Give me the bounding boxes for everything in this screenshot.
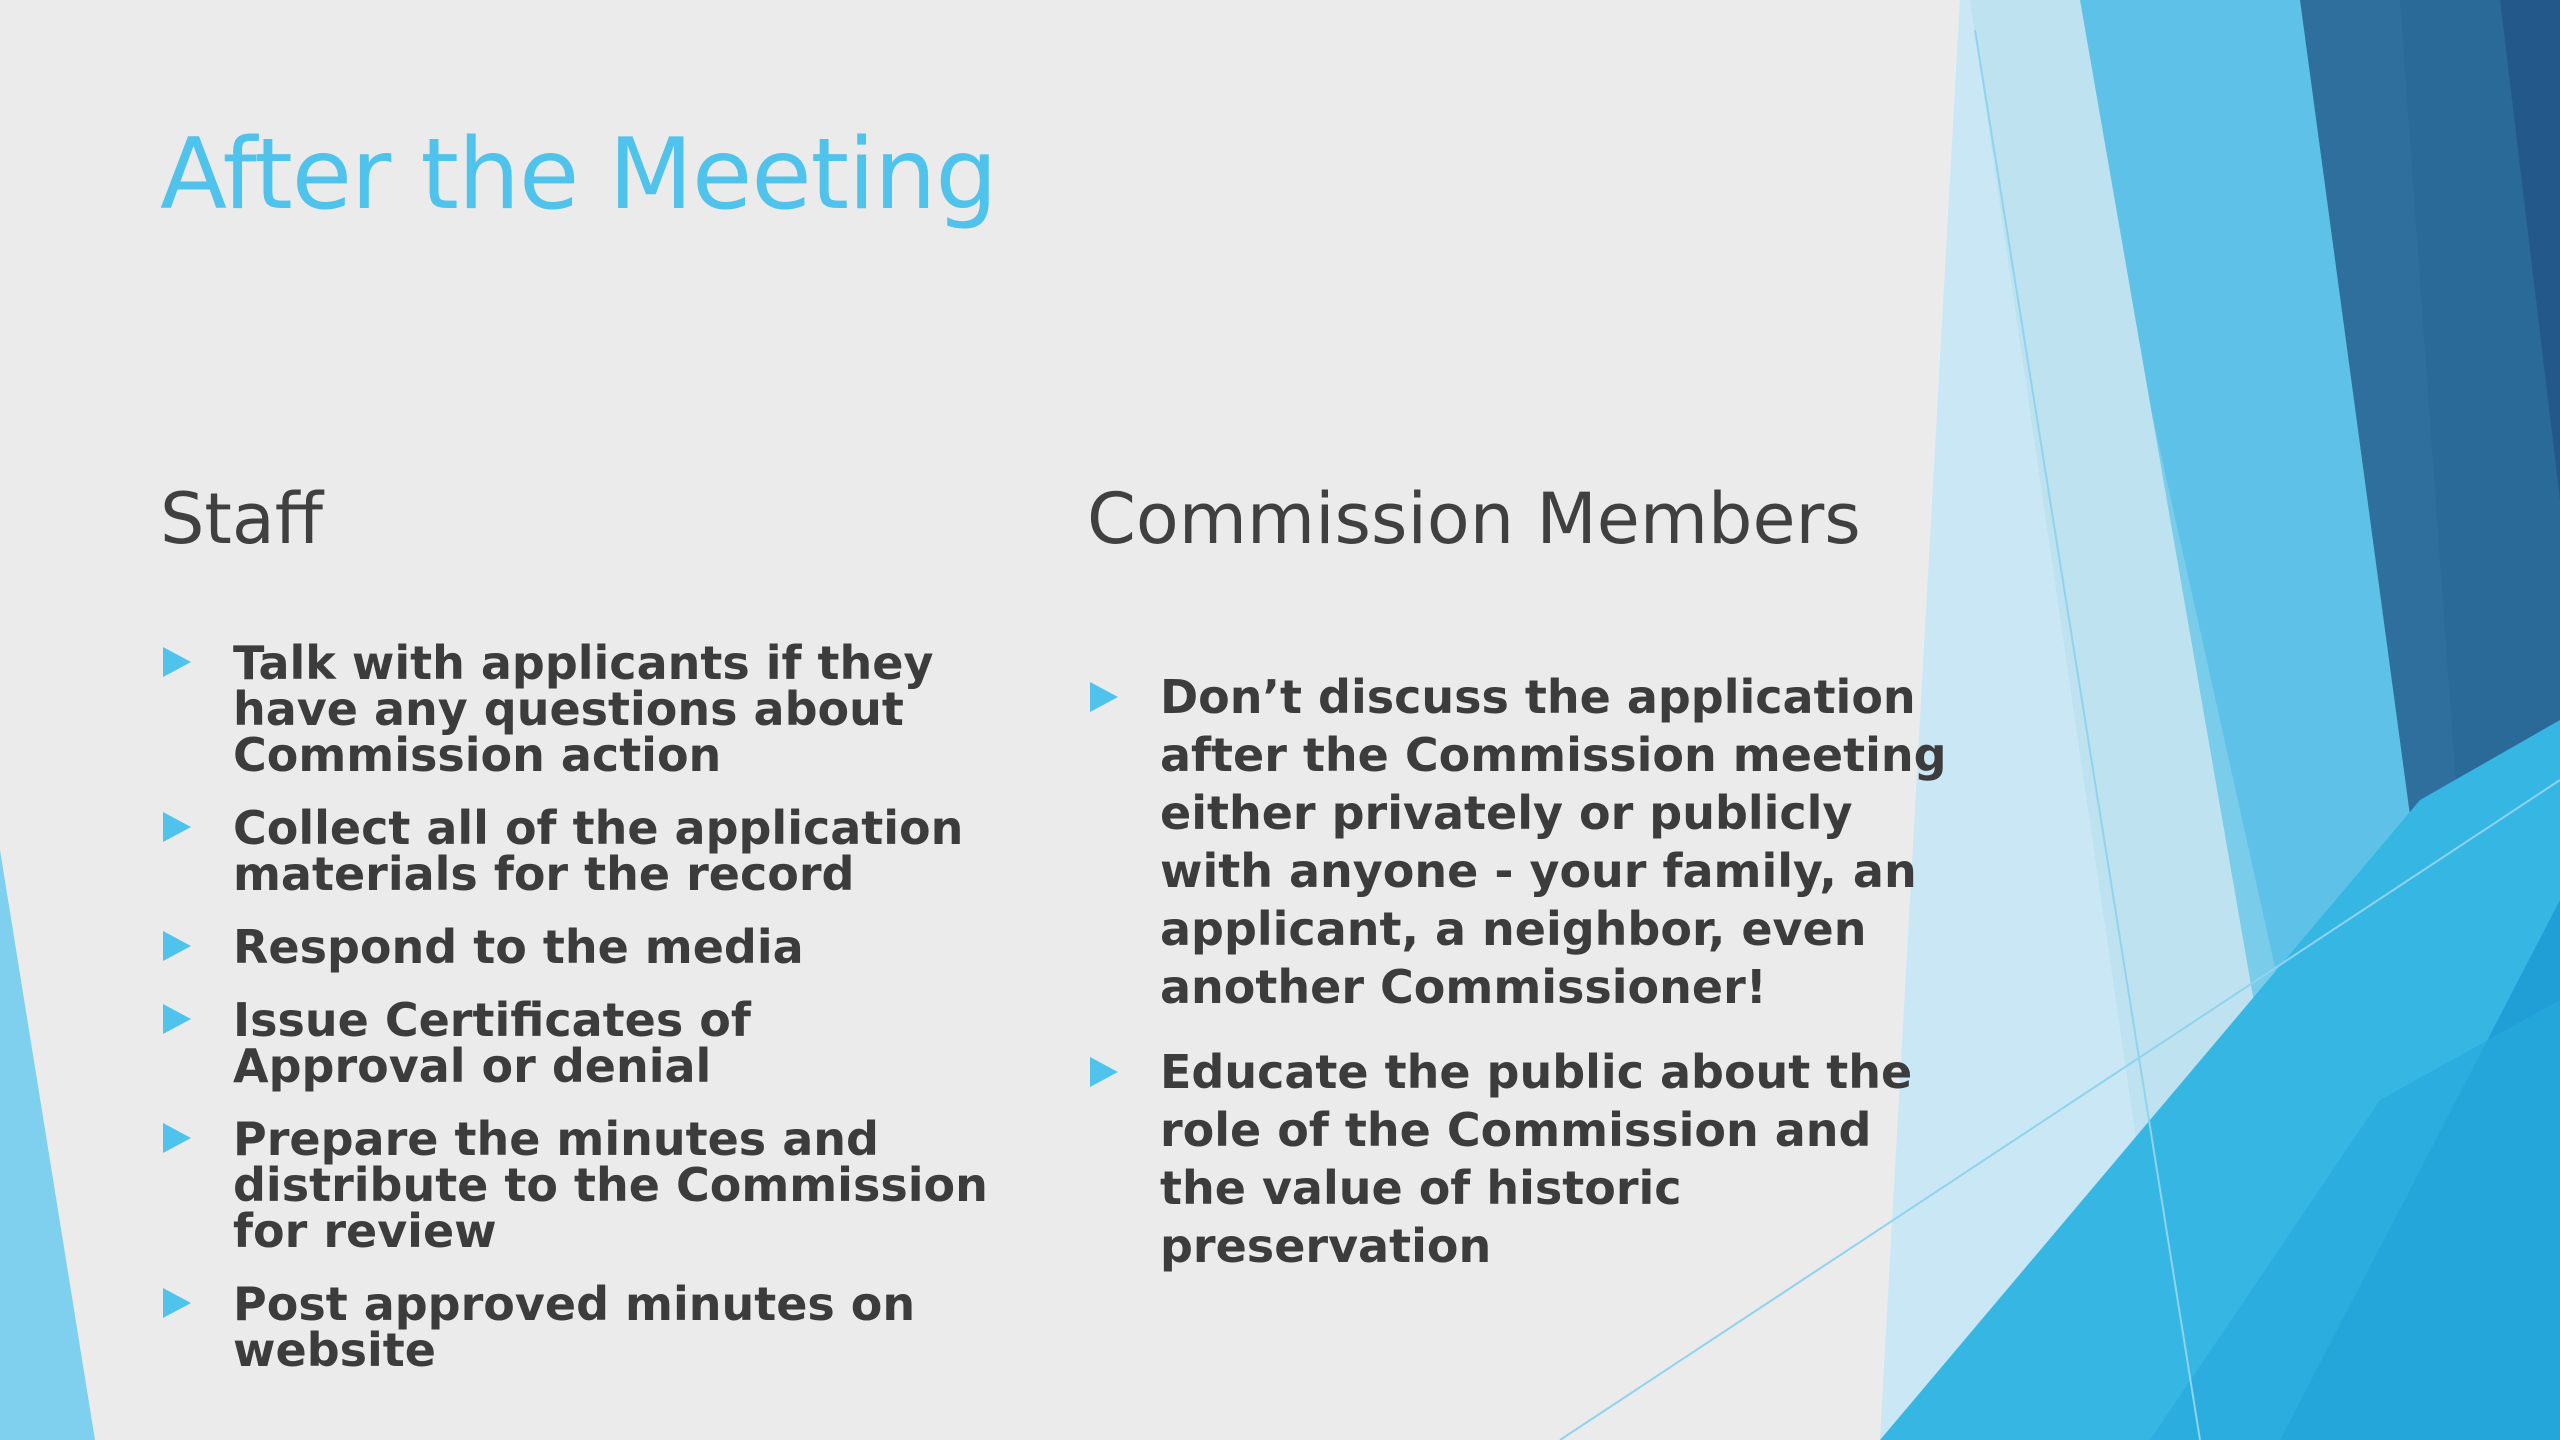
bullet-text: Talk with applicants if they have any questions about Commission action [233, 636, 934, 782]
staff-heading: Staff [160, 478, 324, 560]
triangle-right-icon [1090, 682, 1118, 712]
left-edge-shape [0, 850, 95, 1440]
bullet-text: Issue Certificates of Approval or denial [233, 993, 751, 1093]
triangle-right-icon [163, 931, 191, 961]
commission-bullet-list [1160, 668, 1960, 1302]
triangle-right-icon [163, 1288, 191, 1318]
bullet-text: Respond to the media [233, 920, 804, 974]
commission-heading: Commission Members [1087, 478, 1861, 560]
list-item [1160, 668, 1960, 1016]
triangle-right-icon [163, 812, 191, 842]
list-item [233, 920, 993, 974]
triangle-right-icon [163, 1123, 191, 1153]
bullet-text: Don’t discuss the application after the Commission meeting either privately or publicly with anyone - your family, an applicant, a neighbor, even another Commissioner! [1160, 670, 1947, 1014]
triangle-right-icon [163, 1004, 191, 1034]
bullet-text: Prepare the minutes and distribute to the Commission for review [233, 1112, 988, 1258]
list-item [233, 636, 993, 782]
bullet-text: Post approved minutes on website [233, 1277, 916, 1377]
slide-title: After the Meeting [160, 118, 997, 232]
list-item [233, 993, 993, 1093]
list-item [1160, 1043, 1960, 1275]
bullet-text: Collect all of the application materials for the record [233, 801, 964, 901]
list-item [233, 801, 993, 901]
triangle-right-icon [1090, 1057, 1118, 1087]
list-item [233, 1277, 993, 1377]
list-item [233, 1112, 993, 1258]
staff-bullet-list [233, 636, 993, 1400]
triangle-right-icon [163, 647, 191, 677]
bullet-text: Educate the public about the role of the Commission and the value of historic preservation [1160, 1045, 1913, 1273]
